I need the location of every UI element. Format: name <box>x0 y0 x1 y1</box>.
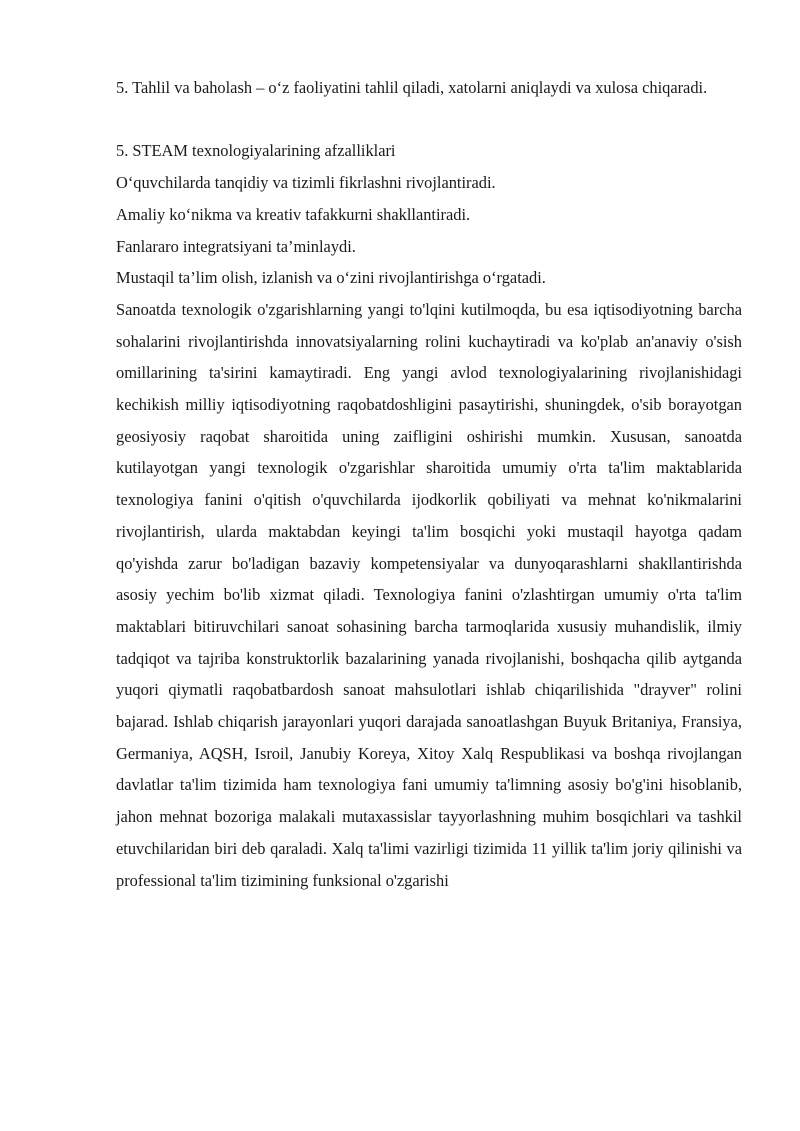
section-heading: 5. STEAM texnologiyalarining afzalliklari <box>116 141 396 161</box>
advantage-item: Mustaqil ta’lim olish, izlanish va o‘zini rivojlantirishga o‘rgatadi. <box>116 268 546 288</box>
advantage-item: Fanlararo integratsiyani ta’minlaydi. <box>116 236 356 256</box>
advantage-item: O‘quvchilarda tanqidiy va tizimli fikrlashni rivojlantiradi. <box>116 173 496 193</box>
advantage-item: Amaliy ko‘nikma va kreativ tafakkurni shakllantiradi. <box>116 204 471 224</box>
paragraph-spacer <box>116 104 742 136</box>
document-page <box>116 72 742 896</box>
list-item-analysis: 5. Tahlil va baholash – o‘z faoliyatini tahlil qiladi, xatolarni aniqlaydi va xulosa chiqaradi. <box>116 78 708 97</box>
body-paragraph: Sanoatda texnologik o'zgarishlarning yangi to'lqini kutilmoqda, bu esa iqtisodiyotning barcha sohalarini rivojlantirishda innovatsiyalarning rolini kuchaytiradi va ko'plab an'anaviy o'sish omillarining ta'sirini kamaytiradi. Eng yangi avlod texnologiyalarining rivojlanishidagi kechikish milliy iqtisodiyotning raqobatdoshligini pasaytirishi, shuningdek, o'sib borayotgan geosiyosiy raqobat sharoitida uning zaifligini oshirishi mumkin. Xususan, sanoatda kutilayotgan yangi texnologik o'zgarishlar sharoitida umumiy o'rta ta'lim maktablarida texnologiya fanini o'qitish o'quvchilarda ijodkorlik qobiliyati va mehnat ko'nikmalarini rivojlantirish, ularda maktabdan keyingi ta'lim bosqichi yoki mustaqil hayotga qadam qo'yishda zarur bo'ladigan bazaviy kompetensiyalar va dunyoqarashlarni shakllantirishda asosiy yechim bo'lib xizmat qiladi. Texnologiya fanini o'zlashtirgan umumiy o'rta ta'lim maktablari bitiruvchilari sanoat sohasining barcha tarmoqlarida xususiy muhandislik, ilmiy tadqiqot va tajriba konstruktorlik bazalarining yanada rivojlanishi, boshqacha qilib aytganda yuqori qiymatli raqobatbardosh sanoat mahsulotlari ishlab chiqarilishida "drayver" rolini bajarad. Ishlab chiqarish jarayonlari yuqori darajada sanoatlashgan Buyuk Britaniya, Fransiya, Germaniya, AQSH, Isroil, Janubiy Koreya, Xitoy Xalq Respublikasi va boshqa rivojlangan davlatlar ta'lim tizimida ham texnologiya fani umumiy ta'limning asosiy bo'g'ini hisoblanib, jahon mehnat bozoriga malakali mutaxassislar tayyorlashning muhim bosqichlari va tashkil etuvchilaridan biri deb qaraladi. Xalq ta'limi vazirligi tizimida 11 yillik ta'lim joriy qilinishi va professional ta'lim tizimining funksional o'zgarishi <box>116 299 742 890</box>
